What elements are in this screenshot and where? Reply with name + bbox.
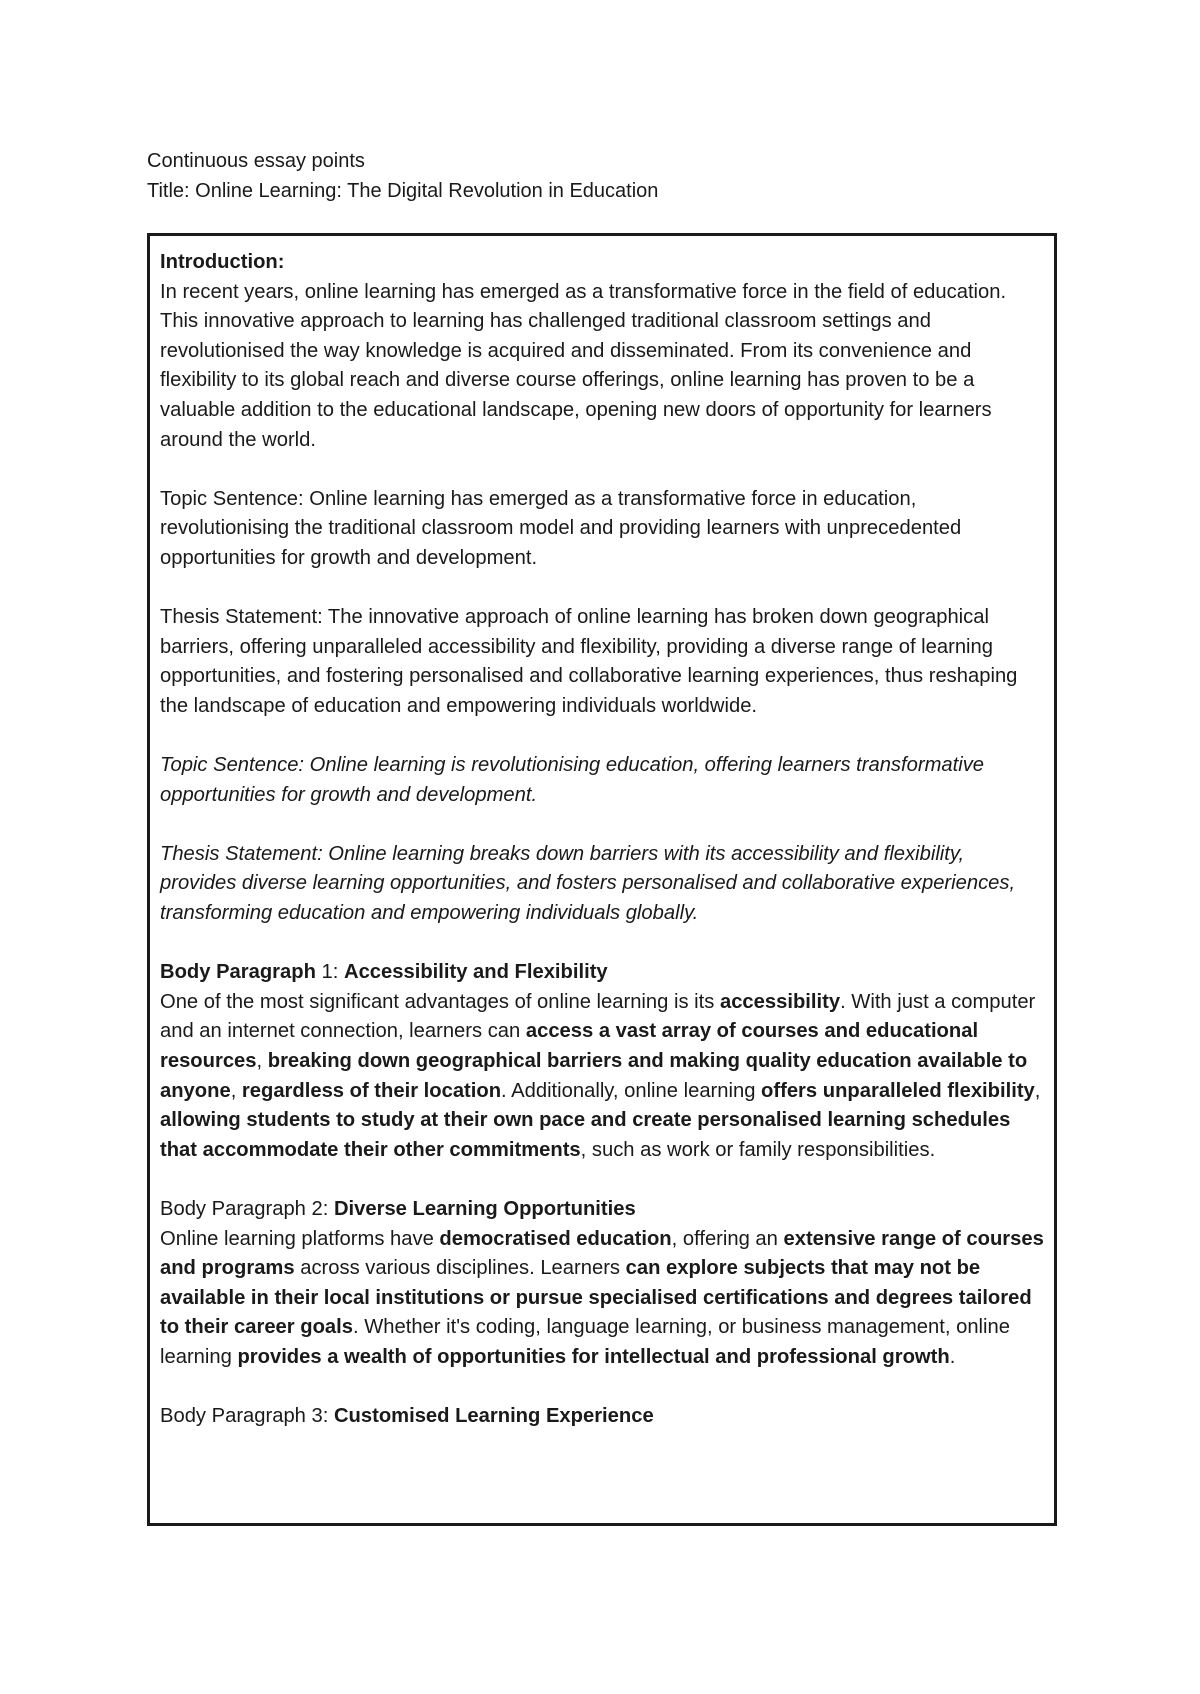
topic-sentence-2: Topic Sentence: Online learning is revolutionising education, offering learners transformative opportunities for growth and development. [160,754,985,806]
bold-run: offers unparalleled flexibility [761,1079,1035,1102]
text-run: , [1034,1079,1041,1102]
heading-label: Body Paragraph 3: [160,1405,334,1428]
text-run: . Additionally, online learning [501,1079,762,1102]
heading-topic: Diverse Learning Opportunities [333,1198,636,1220]
body-paragraph-2-heading [160,1195,1044,1225]
document-subtitle: Continuous essay points [147,150,365,172]
bold-run: democratised education [439,1227,672,1250]
bold-run: breaking down geographical barriers and making quality education available to anyone [160,1050,1028,1102]
text-run: One of the most significant advantages of online learning is its [160,990,720,1013]
heading-topic: Accessibility and Flexibility [344,961,608,984]
introduction-heading: Introduction: [160,251,285,273]
text-run: , [230,1079,242,1102]
heading-label: Body Paragraph [160,961,316,984]
body-paragraph-3 [160,1402,1044,1432]
body-paragraph-2 [160,1195,1044,1373]
body-paragraph-2-text [160,1228,1044,1368]
text-run: , offering an [671,1227,784,1250]
bold-run: regardless of their location [241,1079,502,1102]
thesis-statement-1: Thesis Statement: The innovative approach of online learning has broken down geographical barriers, offering unparalleled accessibility and flexibility, providing a diverse range of learning opportunities, and fostering personalised and collaborative learning experiences, thus reshaping the landscape of education and empowering individuals worldwide. [160,606,1018,717]
bold-run: extensive range of courses and programs [160,1227,1044,1280]
bold-run: allowing students to study at their own pace and create personalised learning schedules that accommodate their other commitments [160,1109,1011,1161]
heading-topic: Customised Learning Experience [333,1405,654,1428]
topic-sentence-1: Topic Sentence: Online learning has emerged as a transformative force in education, revolutionising the traditional classroom model and providing learners with unprecedented opportunities for growth and development. [160,487,962,569]
text-run: Online learning platforms have [160,1227,440,1250]
text-run: . Whether it's coding, language learning, or business management, online learning [160,1316,1010,1368]
thesis-statement-2: Thesis Statement: Online learning breaks down barriers with its accessibility and flexibility, provides diverse learning opportunities, and fosters personalised and collaborative experiences, transforming education and empowering individuals globally. [160,842,1016,925]
body-paragraph-3-heading [160,1405,654,1427]
bold-run: accessibility [719,990,841,1013]
body-paragraph-1-heading [160,958,1044,988]
text-run: , such as work or family responsibilities. [580,1138,936,1161]
text-run: , [256,1050,268,1073]
bold-run: access a vast array of courses and educational resources [160,1020,979,1073]
introduction-text: In recent years, online learning has emerged as a transformative force in the field of education. This innovative approach to learning has challenged traditional classroom settings and revolutionised the way knowledge is acquired and disseminated. From its convenience and flexibility to its global reach and diverse course offerings, online learning has proven to be a valuable addition to the educational landscape, opening new doors of opportunity for learners around the world. [160,280,1007,451]
bold-run: provides a wealth of opportunities for intellectual and professional growth [237,1345,950,1368]
document-header [147,146,1067,206]
document-title: Title: Online Learning: The Digital Revolution in Education [147,180,659,202]
text-run: . [949,1345,956,1368]
introduction-section [160,248,1044,455]
heading-number: 1: [315,961,344,984]
text-run: . With just a computer and an internet connection, learners can [160,990,1036,1043]
text-run: across various disciplines. Learners [294,1257,626,1280]
essay-outline-box [147,233,1057,1526]
heading-label: Body Paragraph 2: [160,1198,334,1220]
body-paragraph-1-text [160,991,1040,1161]
bold-run: can explore subjects that may not be available in their local institutions or pursue specialised certifications and degrees tailored to their career goals [160,1257,1032,1339]
body-paragraph-1 [160,958,1044,1165]
